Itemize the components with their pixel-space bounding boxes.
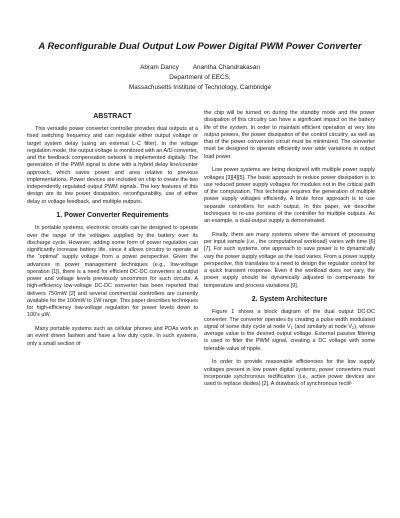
section-1-paragraph: Low power systems are being designed with multiple power supply voltages [3][4][5]. The basic approach to reduce power dissipation is to use reduced power supply voltages for modules not in the critical path of the computation. This technique requires the generation of multiple power supply voltages efficiently. A brute force approach is to use separate controllers for each output. In this paper, we describe techniques to re-use portions of the controller for multiple outputs. As an example, a dual-output supply is demonstrated. — [204, 167, 375, 224]
text-run: ), whose average value is the desired output voltage. External passive filtering is used to filter the PWM signal, creating a DC voltage with some tolerable value of ripple. — [204, 323, 375, 352]
author-institution: Massachusetts Institute of Technology, Cambridge — [128, 84, 272, 91]
text-run: Figure 1 shows a block diagram of the dual output DC-DC converter. The converter operates by creating a pulse width modulated signal of some duty cycle at node V — [204, 309, 375, 330]
author-names — [0, 63, 400, 73]
author-block — [0, 63, 400, 93]
section-2-paragraph: In order to provide reasonable efficiencies for the low supply voltages present in low power digital systems, power converters must incorporate synchronous rectification (i.e., active power devices are used to replace diodes) [2]. A drawback of synchronous rectif- — [204, 359, 375, 387]
section-1-heading: 1. Power Converter Requirements — [56, 212, 169, 220]
text-run: (and similarly at node V — [292, 323, 353, 330]
right-column — [204, 110, 375, 395]
section-1-paragraph: Many portable systems such as cellular phones and PDAs work in an event driven fashion and have a low duty cycle. In such systems, only a small section of — [27, 326, 198, 347]
subscript: 1 — [290, 324, 293, 330]
section-1-paragraph: Finally, there are many systems where the amount of processing per input sample (i.e., the computational workload) varies with time [6][7]. For such systems, one approach to save power is to dynamically vary the power supply voltage as the load varies. From a power supply perspective, this translates to a need to design the regulator control for a quick transient response. Even if the workload does not vary, the power supply should be dynamically adjusted to compensate for temperature and process variations [9]. — [204, 231, 375, 289]
left-column — [27, 113, 198, 354]
section-2-paragraph — [204, 309, 375, 353]
subscript: 2 — [352, 324, 355, 330]
section-1-paragraph: the chip will be turned on during the standby mode and the power dissipation of this circuitry can have a significant impact on the battery life of the system. In order to maintain efficient operation at very low output powers, the power dissipation of the control circuitry, as well as that of the power conversion circuit must be minimized. The converter must be designed to operate efficiently over wide variations in output load power. — [204, 110, 375, 160]
paper-title: A Reconfigurable Dual Output Low Power Digital PWM Power Converter — [38, 40, 362, 51]
section-1-paragraph: In portable systems, electronic circuits can be designed to operate over the range of the voltages supplied by the battery over its discharge cycle. However, adding some form of power regulation can significantly increase battery life, since it allows circuitry to operate at the “optimal” supply voltage from a power perspective. Given the advances in power management techniques (e.g., low-voltage operation [1]), there is a need for efficient DC-DC converters at output power and voltage levels previously uncommon for such circuits. A high-efficiency low-voltage DC-DC converter has been reported that delivers 750mW [2] and several commercial controllers are currently available for the 100mW to 1W range. This paper describes techniques for high-efficiency low-voltage regulation for power levels down to 100’s µW. — [27, 225, 198, 319]
section-2-heading: 2. System Architecture — [251, 296, 328, 304]
author-name: Anantha Chandrakasan — [192, 64, 260, 71]
author-department: Department of EECS, — [169, 74, 231, 81]
author-name: Abram Dancy — [140, 64, 179, 71]
abstract-text: This versatile power converter controller provides dual outputs at a fixed switching frequency and can regulate either output voltage or target system delay (using an external L-C filter). In the voltage regulation mode, the output voltage is monitored with an A/D converter, and the feedback compensation network is implemented digitally. The generation of the PWM signal is done with a hybrid delay line/counter approach, which saves power and area relative to previous implementations. Power devices are included on chip to create the two independently regulated output PWM signals. The key features of this design are its low power dissipation, reconfigurability, use of either delay or voltage feedback, and multiple outputs. — [27, 126, 198, 205]
abstract-heading: ABSTRACT — [93, 113, 132, 120]
